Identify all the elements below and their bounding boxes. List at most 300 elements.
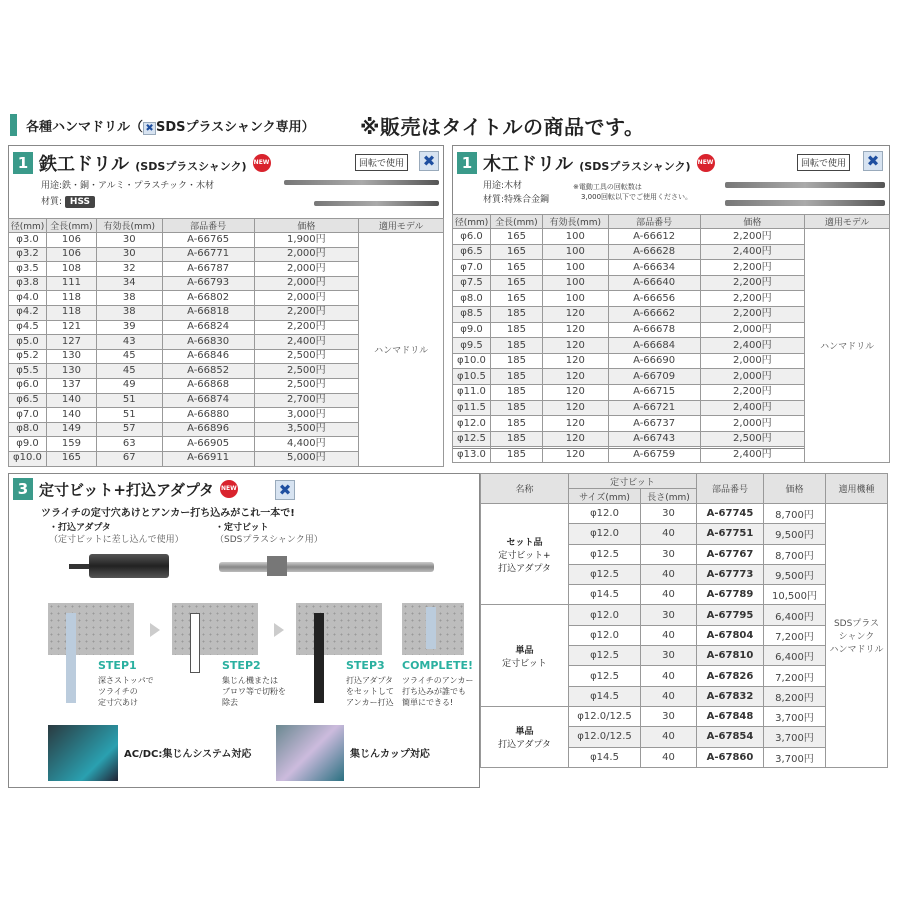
auger-image xyxy=(725,182,885,188)
price-cell: 3,500円 xyxy=(254,422,359,437)
size-cell: φ12.0 xyxy=(569,524,641,544)
header-row xyxy=(453,215,890,229)
step-photo xyxy=(172,603,258,655)
column-header-name: 名称 xyxy=(481,474,569,504)
size-cell: φ12.0 xyxy=(569,504,641,524)
column-header: 価格 xyxy=(254,219,359,233)
price-cell: 7,200円 xyxy=(764,666,826,686)
length-cell: 165 xyxy=(490,244,542,260)
step-text: 深さストッパで xyxy=(98,676,154,685)
length-cell: 40 xyxy=(641,625,697,645)
column-header-length: 長さ(mm) xyxy=(641,489,697,504)
column-header: 有効長(mm) xyxy=(542,215,608,229)
effective-length-cell: 100 xyxy=(542,244,608,260)
price-cell: 4,400円 xyxy=(254,437,359,452)
diameter-cell: φ10.0 xyxy=(9,451,47,466)
part-number-cell: A-66846 xyxy=(162,349,254,364)
part-number-cell: A-66874 xyxy=(162,393,254,408)
group-name-cell xyxy=(481,605,569,706)
effective-length-cell: 100 xyxy=(542,260,608,276)
price-cell: 2,400円 xyxy=(700,244,805,260)
price-cell: 2,200円 xyxy=(700,306,805,322)
column-header: 径(mm) xyxy=(453,215,491,229)
price-cell: 10,500円 xyxy=(764,585,826,605)
section-title xyxy=(39,150,247,176)
step-tool-image xyxy=(314,613,324,703)
price-cell: 2,000円 xyxy=(254,262,359,277)
length-cell: 130 xyxy=(46,364,96,379)
material-text: 材質:特殊合金鋼 xyxy=(483,195,550,205)
sds-plus-icon: ✖ xyxy=(143,122,156,135)
group-name-line: 単品 xyxy=(515,726,534,737)
part-number-cell: A-66818 xyxy=(162,305,254,320)
wood-drill-table xyxy=(452,214,890,463)
adapter-image xyxy=(89,554,169,578)
price-cell: 1,900円 xyxy=(254,233,359,248)
part-number-cell: A-66905 xyxy=(162,437,254,452)
group-name-line: セット品 xyxy=(506,537,543,548)
length-cell: 40 xyxy=(641,564,697,584)
diameter-cell: φ6.0 xyxy=(9,378,47,393)
column-header: 全長(mm) xyxy=(490,215,542,229)
subtitle-text: (SDSプラスシャンク) xyxy=(579,160,691,173)
part-number-cell: A-67745 xyxy=(697,504,764,524)
stopper-bit-image xyxy=(267,556,287,576)
diameter-cell: φ7.5 xyxy=(453,275,491,291)
diameter-cell: φ13.0 xyxy=(453,447,491,463)
part-number-cell: A-66628 xyxy=(608,244,700,260)
effective-length-cell: 67 xyxy=(96,451,162,466)
part-number-cell: A-66880 xyxy=(162,408,254,423)
effective-length-cell: 120 xyxy=(542,384,608,400)
material-badge: HSS xyxy=(65,196,95,208)
size-cell: φ14.5 xyxy=(569,747,641,767)
step-text: 集じん機または xyxy=(222,676,278,685)
step-title: STEP1 xyxy=(98,659,137,672)
price-cell: 2,000円 xyxy=(254,276,359,291)
table-row xyxy=(453,229,890,245)
part-number-cell: A-66759 xyxy=(608,447,700,463)
part-number-cell: A-66852 xyxy=(162,364,254,379)
diameter-cell: φ7.0 xyxy=(9,408,47,423)
adapter-image xyxy=(69,564,89,569)
group-name-cell xyxy=(481,706,569,767)
part-number-cell: A-66830 xyxy=(162,335,254,350)
step-text: ツライチの xyxy=(98,687,138,696)
effective-length-cell: 57 xyxy=(96,422,162,437)
effective-length-cell: 38 xyxy=(96,291,162,306)
group-name-line: 打込アダプタ xyxy=(498,563,551,574)
price-cell: 6,400円 xyxy=(764,605,826,625)
effective-length-cell: 120 xyxy=(542,447,608,463)
heading-sds-text: SDSプラスシャンク専用） xyxy=(156,120,315,135)
effective-length-cell: 100 xyxy=(542,291,608,307)
page-heading xyxy=(26,116,315,135)
diameter-cell: φ3.5 xyxy=(9,262,47,277)
size-cell: φ12.0 xyxy=(569,625,641,645)
length-cell: 30 xyxy=(641,646,697,666)
part-number-cell: A-67826 xyxy=(697,666,764,686)
iron-drill-table xyxy=(8,218,444,467)
length-cell: 40 xyxy=(641,747,697,767)
effective-length-cell: 120 xyxy=(542,322,608,338)
price-cell: 2,000円 xyxy=(700,416,805,432)
part-number-cell: A-67860 xyxy=(697,747,764,767)
length-cell: 185 xyxy=(490,369,542,385)
price-cell: 2,000円 xyxy=(254,247,359,262)
bit-note: （SDSプラスシャンク用） xyxy=(215,535,323,545)
adapter-label: ・打込アダプタ xyxy=(49,523,111,533)
effective-length-cell: 38 xyxy=(96,305,162,320)
part-number-cell: A-66896 xyxy=(162,422,254,437)
step-arrow-icon xyxy=(150,623,160,637)
size-cell: φ12.5 xyxy=(569,564,641,584)
diameter-cell: φ4.2 xyxy=(9,305,47,320)
part-number-cell: A-67767 xyxy=(697,544,764,564)
part-number-cell: A-66737 xyxy=(608,416,700,432)
price-cell: 3,700円 xyxy=(764,747,826,767)
length-cell: 165 xyxy=(490,291,542,307)
usage-text: 用途:鉄・銅・アルミ・プラスチック・木材 xyxy=(41,181,214,191)
length-cell: 40 xyxy=(641,524,697,544)
model-cell: ハンマドリル xyxy=(805,229,890,463)
model-cell: ハンマドリル xyxy=(359,233,444,467)
step-text: アンカー打込 xyxy=(346,698,394,707)
part-number-cell: A-66640 xyxy=(608,275,700,291)
length-cell: 108 xyxy=(46,262,96,277)
diameter-cell: φ4.5 xyxy=(9,320,47,335)
part-number-cell: A-66793 xyxy=(162,276,254,291)
model-cell xyxy=(826,504,888,768)
step-text: 定寸穴あけ xyxy=(98,698,138,707)
diameter-cell: φ8.5 xyxy=(453,306,491,322)
effective-length-cell: 30 xyxy=(96,247,162,262)
note-line: ※電動工具の回転数は xyxy=(573,183,642,191)
diameter-cell: φ9.0 xyxy=(9,437,47,452)
part-number-cell: A-66656 xyxy=(608,291,700,307)
effective-length-cell: 43 xyxy=(96,335,162,350)
effective-length-cell: 100 xyxy=(542,229,608,245)
length-cell: 165 xyxy=(490,260,542,276)
effective-length-cell: 45 xyxy=(96,349,162,364)
price-cell: 2,200円 xyxy=(700,384,805,400)
part-number-cell: A-66634 xyxy=(608,260,700,276)
model-line: ハンマドリル xyxy=(829,644,884,655)
part-number-cell: A-67832 xyxy=(697,686,764,706)
model-line: SDSプラス xyxy=(833,618,880,629)
length-cell: 106 xyxy=(46,247,96,262)
diameter-cell: φ5.0 xyxy=(9,335,47,350)
part-number-cell: A-67810 xyxy=(697,646,764,666)
new-badge: NEW xyxy=(220,480,238,498)
section-title: 定寸ビット+打込アダプタ xyxy=(39,480,214,499)
part-number-cell: A-66787 xyxy=(162,262,254,277)
effective-length-cell: 100 xyxy=(542,275,608,291)
effective-length-cell: 34 xyxy=(96,276,162,291)
diameter-cell: φ10.5 xyxy=(453,369,491,385)
drill-image xyxy=(284,180,439,185)
price-cell: 3,000円 xyxy=(254,408,359,423)
step-text: をセットして xyxy=(346,687,394,696)
length-cell: 30 xyxy=(641,605,697,625)
table-row xyxy=(481,504,888,524)
step-photo xyxy=(296,603,382,655)
part-number-cell: A-66743 xyxy=(608,431,700,447)
size-cell: φ14.5 xyxy=(569,585,641,605)
size-cell: φ14.5 xyxy=(569,686,641,706)
column-header: 径(mm) xyxy=(9,219,47,233)
price-cell: 2,500円 xyxy=(254,364,359,379)
diameter-cell: φ5.2 xyxy=(9,349,47,364)
usage-text: 用途:木材 xyxy=(483,181,523,191)
length-cell: 185 xyxy=(490,306,542,322)
length-cell: 185 xyxy=(490,447,542,463)
length-cell: 185 xyxy=(490,400,542,416)
column-header-part: 部品番号 xyxy=(697,474,764,504)
price-cell: 3,700円 xyxy=(764,706,826,726)
step-title: STEP2 xyxy=(222,659,261,672)
new-badge: NEW xyxy=(253,154,271,172)
step-text: ツライチのアンカー xyxy=(402,676,474,685)
model-line: シャンク xyxy=(838,631,875,642)
diameter-cell: φ9.0 xyxy=(453,322,491,338)
sds-plus-icon: ✖ xyxy=(419,151,439,171)
length-cell: 185 xyxy=(490,353,542,369)
length-cell: 137 xyxy=(46,378,96,393)
diameter-cell: φ8.0 xyxy=(9,422,47,437)
column-header: 適用モデル xyxy=(359,219,444,233)
part-number-cell: A-67804 xyxy=(697,625,764,645)
material-row xyxy=(41,194,95,208)
group-name-line: 定寸ビット xyxy=(502,658,547,669)
dust-cup-photo xyxy=(276,725,344,781)
section-number: 1 xyxy=(13,152,33,174)
diameter-cell: φ3.2 xyxy=(9,247,47,262)
auger-image xyxy=(725,200,885,206)
size-cell: φ12.0/12.5 xyxy=(569,706,641,726)
length-cell: 140 xyxy=(46,393,96,408)
heading-bar xyxy=(10,114,17,136)
step-title: STEP3 xyxy=(346,659,385,672)
price-cell: 6,400円 xyxy=(764,646,826,666)
price-cell: 2,200円 xyxy=(700,260,805,276)
sds-plus-icon: ✖ xyxy=(863,151,883,171)
price-cell: 2,000円 xyxy=(700,353,805,369)
sds-plus-icon: ✖ xyxy=(275,480,295,500)
effective-length-cell: 32 xyxy=(96,262,162,277)
material-label: 材質: xyxy=(41,197,63,207)
diameter-cell: φ9.5 xyxy=(453,338,491,354)
price-cell: 7,200円 xyxy=(764,625,826,645)
effective-length-cell: 39 xyxy=(96,320,162,335)
part-number-cell: A-66721 xyxy=(608,400,700,416)
price-cell: 9,500円 xyxy=(764,524,826,544)
diameter-cell: φ10.0 xyxy=(453,353,491,369)
column-header: 全長(mm) xyxy=(46,219,96,233)
diameter-cell: φ11.5 xyxy=(453,400,491,416)
effective-length-cell: 120 xyxy=(542,400,608,416)
part-number-cell: A-67854 xyxy=(697,727,764,747)
size-cell: φ12.5 xyxy=(569,646,641,666)
effective-length-cell: 63 xyxy=(96,437,162,452)
adapter-note: （定寸ビットに差し込んで使用） xyxy=(49,535,184,545)
header-row xyxy=(9,219,444,233)
dust-system-photo xyxy=(48,725,118,781)
effective-length-cell: 120 xyxy=(542,306,608,322)
length-cell: 40 xyxy=(641,727,697,747)
length-cell: 149 xyxy=(46,422,96,437)
step-photo xyxy=(48,603,134,655)
length-cell: 159 xyxy=(46,437,96,452)
new-badge: NEW xyxy=(697,154,715,172)
effective-length-cell: 45 xyxy=(96,364,162,379)
part-number-cell: A-66709 xyxy=(608,369,700,385)
price-cell: 2,000円 xyxy=(700,322,805,338)
part-number-cell: A-67789 xyxy=(697,585,764,605)
price-cell: 2,400円 xyxy=(254,335,359,350)
part-number-cell: A-66911 xyxy=(162,451,254,466)
price-cell: 2,200円 xyxy=(700,291,805,307)
length-cell: 130 xyxy=(46,349,96,364)
section-number: 1 xyxy=(457,152,477,174)
price-cell: 5,000円 xyxy=(254,451,359,466)
price-cell: 2,200円 xyxy=(254,320,359,335)
diameter-cell: φ6.5 xyxy=(453,244,491,260)
section-number: 3 xyxy=(13,478,33,500)
step-arrow-icon xyxy=(274,623,284,637)
part-number-cell: A-66802 xyxy=(162,291,254,306)
length-cell: 106 xyxy=(46,233,96,248)
price-cell: 3,700円 xyxy=(764,727,826,747)
stopper-bit-image xyxy=(219,562,434,572)
length-cell: 185 xyxy=(490,384,542,400)
group-name-line: 定寸ビット+ xyxy=(498,550,551,561)
price-cell: 2,400円 xyxy=(700,338,805,354)
diameter-cell: φ6.0 xyxy=(453,229,491,245)
price-cell: 8,700円 xyxy=(764,504,826,524)
price-cell: 2,500円 xyxy=(700,431,805,447)
size-cell: φ12.5 xyxy=(569,666,641,686)
length-cell: 185 xyxy=(490,431,542,447)
length-cell: 118 xyxy=(46,305,96,320)
diameter-cell: φ5.5 xyxy=(9,364,47,379)
header-row xyxy=(481,474,888,489)
rotation-label: 回転で使用 xyxy=(355,154,408,171)
step-text: ブロワ等で切粉を xyxy=(222,687,286,696)
price-cell: 9,500円 xyxy=(764,564,826,584)
diameter-cell: φ12.5 xyxy=(453,431,491,447)
price-cell: 2,400円 xyxy=(700,400,805,416)
column-header-size: サイズ(mm) xyxy=(569,489,641,504)
price-cell: 2,200円 xyxy=(700,229,805,245)
length-cell: 30 xyxy=(641,504,697,524)
diameter-cell: φ11.0 xyxy=(453,384,491,400)
length-cell: 165 xyxy=(490,275,542,291)
part-number-cell: A-67773 xyxy=(697,564,764,584)
title-text: 木工ドリル xyxy=(483,154,573,175)
group-name-cell xyxy=(481,504,569,605)
part-number-cell: A-66678 xyxy=(608,322,700,338)
diameter-cell: φ12.0 xyxy=(453,416,491,432)
diameter-cell: φ8.0 xyxy=(453,291,491,307)
effective-length-cell: 120 xyxy=(542,416,608,432)
drill-image xyxy=(314,201,439,206)
part-number-cell: A-66612 xyxy=(608,229,700,245)
feature-dust-cup: 集じんカップ対応 xyxy=(350,749,430,760)
group-name-line: 打込アダプタ xyxy=(498,739,551,750)
rpm-note xyxy=(573,182,692,202)
part-number-cell: A-66771 xyxy=(162,247,254,262)
size-cell: φ12.5 xyxy=(569,544,641,564)
effective-length-cell: 51 xyxy=(96,393,162,408)
column-header: 適用モデル xyxy=(805,215,890,229)
length-cell: 40 xyxy=(641,666,697,686)
bit-label: ・定寸ビット xyxy=(215,523,269,533)
subtitle-text: (SDSプラスシャンク) xyxy=(135,160,247,173)
length-cell: 118 xyxy=(46,291,96,306)
column-header: 部品番号 xyxy=(162,219,254,233)
length-cell: 165 xyxy=(46,451,96,466)
column-header-model: 適用機種 xyxy=(826,474,888,504)
table-row xyxy=(9,233,444,248)
column-header: 価格 xyxy=(700,215,805,229)
part-number-cell: A-67751 xyxy=(697,524,764,544)
part-number-cell: A-66690 xyxy=(608,353,700,369)
length-cell: 30 xyxy=(641,706,697,726)
price-cell: 2,700円 xyxy=(254,393,359,408)
diameter-cell: φ6.5 xyxy=(9,393,47,408)
length-cell: 30 xyxy=(641,544,697,564)
diameter-cell: φ3.0 xyxy=(9,233,47,248)
column-header-price: 価格 xyxy=(764,474,826,504)
length-cell: 140 xyxy=(46,408,96,423)
effective-length-cell: 120 xyxy=(542,431,608,447)
size-cell: φ12.0 xyxy=(569,605,641,625)
price-cell: 2,500円 xyxy=(254,349,359,364)
effective-length-cell: 30 xyxy=(96,233,162,248)
part-number-cell: A-66868 xyxy=(162,378,254,393)
length-cell: 127 xyxy=(46,335,96,350)
step-title: COMPLETE! xyxy=(402,659,473,672)
price-cell: 2,200円 xyxy=(254,305,359,320)
step-tool-image xyxy=(426,607,436,649)
length-cell: 165 xyxy=(490,229,542,245)
diameter-cell: φ4.0 xyxy=(9,291,47,306)
column-header: 部品番号 xyxy=(608,215,700,229)
diameter-cell: φ7.0 xyxy=(453,260,491,276)
group-name-line: 単品 xyxy=(515,645,534,656)
length-cell: 40 xyxy=(641,686,697,706)
length-cell: 185 xyxy=(490,338,542,354)
step-tool-image xyxy=(66,613,76,703)
stopper-bit-table xyxy=(480,473,888,768)
part-number-cell: A-67848 xyxy=(697,706,764,726)
tagline: ツライチの定寸穴あけとアンカー打ち込みがこれ一本で! xyxy=(41,508,295,519)
size-cell: φ12.0/12.5 xyxy=(569,727,641,747)
step-text: 打ち込みが誰でも xyxy=(402,687,466,696)
price-cell: 8,700円 xyxy=(764,544,826,564)
section-title xyxy=(483,150,691,176)
step-tool-image xyxy=(190,613,200,673)
heading-text: 各種ハンマドリル（ xyxy=(26,120,144,135)
price-cell: 2,000円 xyxy=(254,291,359,306)
effective-length-cell: 120 xyxy=(542,338,608,354)
step-text: 簡単にできる! xyxy=(402,698,454,707)
part-number-cell: A-66684 xyxy=(608,338,700,354)
note-line: 3,000回転以下でご使用ください。 xyxy=(581,193,693,201)
effective-length-cell: 120 xyxy=(542,369,608,385)
part-number-cell: A-66824 xyxy=(162,320,254,335)
